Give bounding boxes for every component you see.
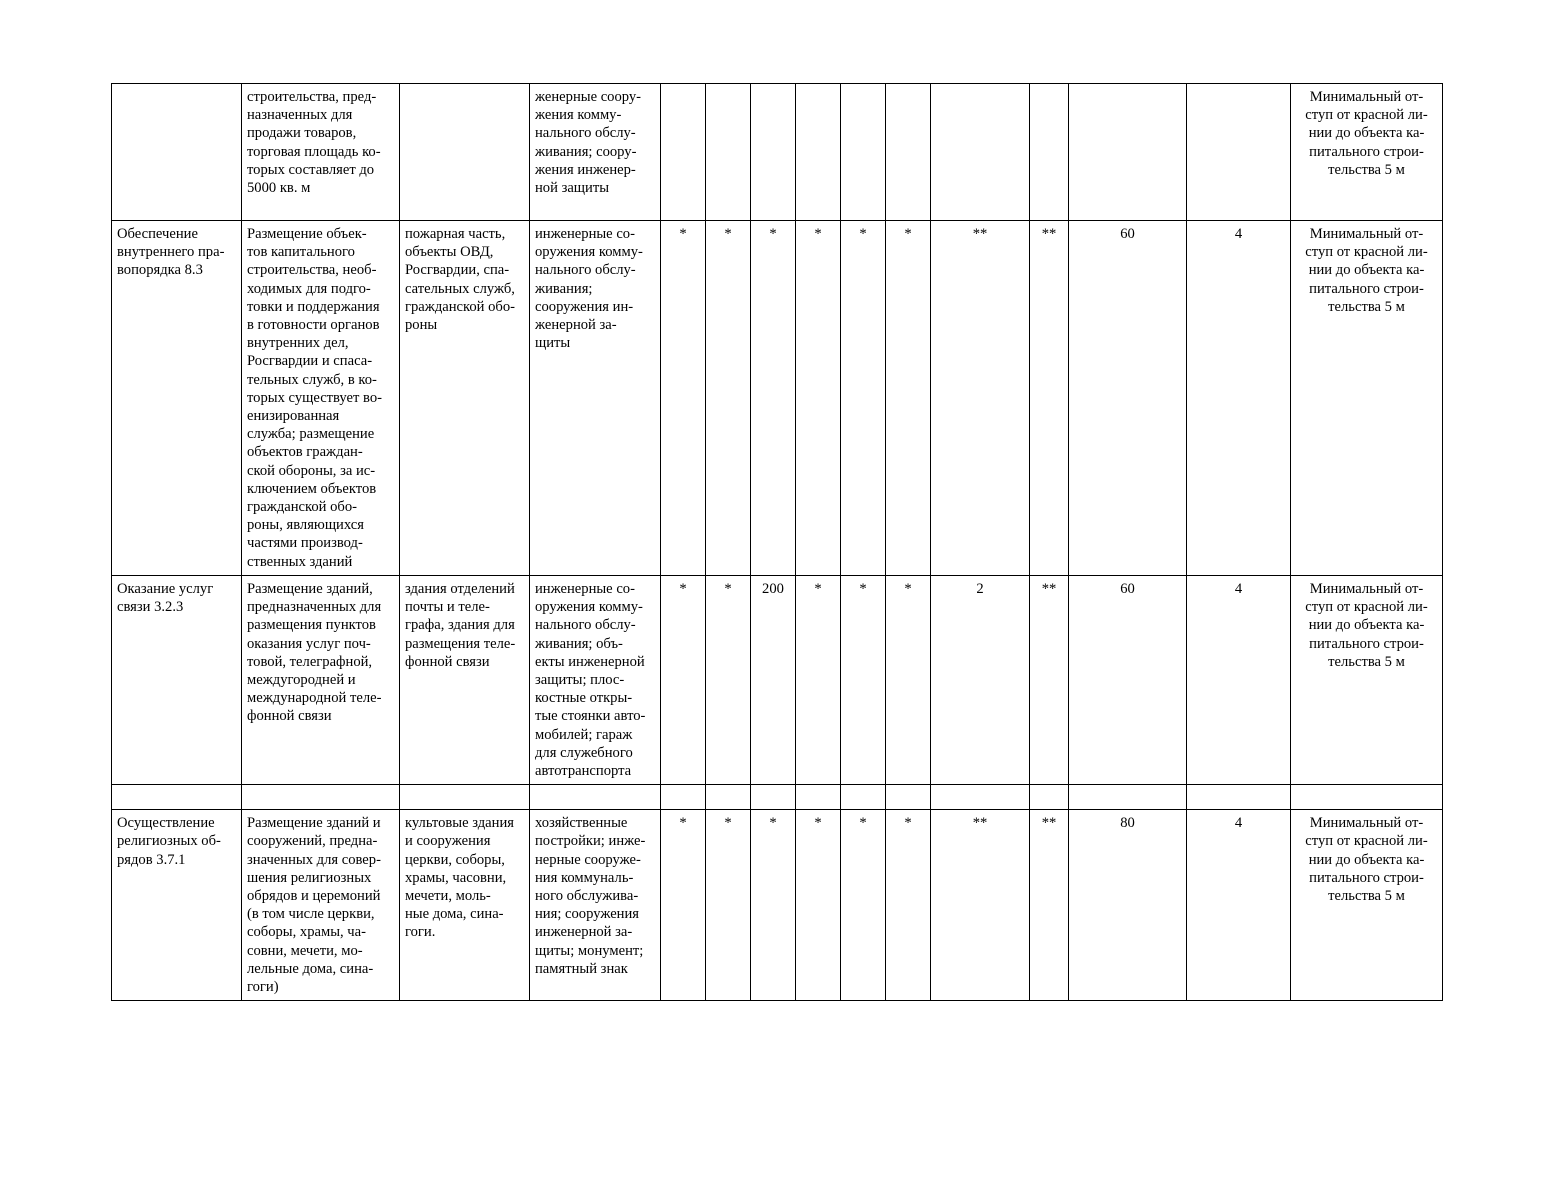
param-cell: * [751,810,796,1001]
table-row [112,576,1443,785]
description-cell: Размещение зданий и сооружений, предна- значенных для совер- шения религиозных обрядов и церемоний (в том числе церкви, соборы, храмы, ча- совни, мечети, мо- лельные дома, сина- гоги) [242,810,400,1001]
param-cell: 60 [1069,576,1187,785]
param-cell [841,785,886,810]
param-cell: * [841,576,886,785]
aux-objects-cell: инженерные со- оружения комму- нального обслу- живания; объ- екты инженерной защиты; плос- костные откры- тые стоянки авто- мобилей; гараж для служебного автотранспорта [530,576,661,785]
param-cell: * [751,221,796,576]
table-row [112,221,1443,576]
param-cell: 4 [1187,221,1291,576]
param-cell: * [796,576,841,785]
main-objects-cell [400,785,530,810]
main-objects-cell: здания отделений почты и теле- графа, здания для размещения теле- фонной связи [400,576,530,785]
aux-objects-cell [530,785,661,810]
param-cell [1069,84,1187,221]
param-cell: * [886,576,931,785]
param-cell: * [886,221,931,576]
param-cell [661,84,706,221]
main-objects-cell: культовые здания и сооружения церкви, соборы, храмы, часовни, мечети, моль- ные дома, сина- гоги. [400,810,530,1001]
param-cell: * [886,810,931,1001]
param-cell: 80 [1069,810,1187,1001]
param-cell [796,84,841,221]
param-cell [841,84,886,221]
param-cell: * [796,810,841,1001]
param-cell: 60 [1069,221,1187,576]
description-cell: Размещение объек- тов капитального строительства, необ- ходимых для подго- товки и поддержания в готовности органов внутренних дел, Росгвардии и спаса- тельных служб, в ко- торых существует во- енизированная служба; размещение объектов граждан- ской обороны, за ис- ключением объектов гражданской обо- роны, являющихся частями производ- ственных зданий [242,221,400,576]
use-type-cell [112,785,242,810]
zoning-regulations-table [111,83,1443,1001]
param-cell: 2 [931,576,1030,785]
param-cell [796,785,841,810]
description-cell [242,785,400,810]
table-row [112,785,1443,810]
param-cell [706,84,751,221]
param-cell [886,84,931,221]
param-cell: 200 [751,576,796,785]
param-cell: * [706,221,751,576]
note-cell: Минимальный от- ступ от красной ли- нии до объекта ка- питального строи- тельства 5 м [1291,810,1443,1001]
param-cell [751,785,796,810]
param-cell [1187,785,1291,810]
param-cell [1069,785,1187,810]
param-cell: * [661,576,706,785]
param-cell: ** [931,810,1030,1001]
description-cell: Размещение зданий, предназначенных для размещения пунктов оказания услуг поч- товой, телеграфной, междугородней и международной теле- фонной связи [242,576,400,785]
use-type-cell: Оказание услуг связи 3.2.3 [112,576,242,785]
note-cell: Минимальный от- ступ от красной ли- нии до объекта ка- питального строи- тельства 5 м [1291,576,1443,785]
param-cell: 4 [1187,810,1291,1001]
note-cell: Минимальный от- ступ от красной ли- нии до объекта ка- питального строи- тельства 5 м [1291,221,1443,576]
aux-objects-cell: женерные соору- жения комму- нального обслу- живания; соору- жения инженер- ной защиты [530,84,661,221]
param-cell [1187,84,1291,221]
param-cell [886,785,931,810]
param-cell: * [661,810,706,1001]
param-cell: ** [1030,576,1069,785]
use-type-cell: Обеспечение внутреннего пра- вопорядка 8.3 [112,221,242,576]
param-cell: * [706,810,751,1001]
param-cell [931,785,1030,810]
param-cell: ** [931,221,1030,576]
note-cell: Минимальный от- ступ от красной ли- нии до объекта ка- питального строи- тельства 5 м [1291,84,1443,221]
aux-objects-cell: инженерные со- оружения комму- нального обслу- живания; сооружения ин- женерной за- щиты [530,221,661,576]
param-cell: * [706,576,751,785]
param-cell [706,785,751,810]
main-objects-cell [400,84,530,221]
table-row [112,810,1443,1001]
description-cell: строительства, пред- назначенных для продажи товаров, торговая площадь ко- торых составляет до 5000 кв. м [242,84,400,221]
table-row [112,84,1443,221]
param-cell: ** [1030,810,1069,1001]
param-cell [1030,84,1069,221]
use-type-cell [112,84,242,221]
param-cell: 4 [1187,576,1291,785]
param-cell [751,84,796,221]
use-type-cell: Осуществление религиозных об- рядов 3.7.1 [112,810,242,1001]
param-cell: * [841,221,886,576]
param-cell [931,84,1030,221]
main-objects-cell: пожарная часть, объекты ОВД, Росгвардии, спа- сательных служб, гражданской обо- роны [400,221,530,576]
aux-objects-cell: хозяйственные постройки; инже- нерные сооруже- ния коммуналь- ного обслужива- ния; сооружения инженерной за- щиты; монумент; памятный знак [530,810,661,1001]
param-cell: * [661,221,706,576]
param-cell [661,785,706,810]
param-cell [1030,785,1069,810]
param-cell: * [796,221,841,576]
param-cell: * [841,810,886,1001]
param-cell: ** [1030,221,1069,576]
note-cell [1291,785,1443,810]
